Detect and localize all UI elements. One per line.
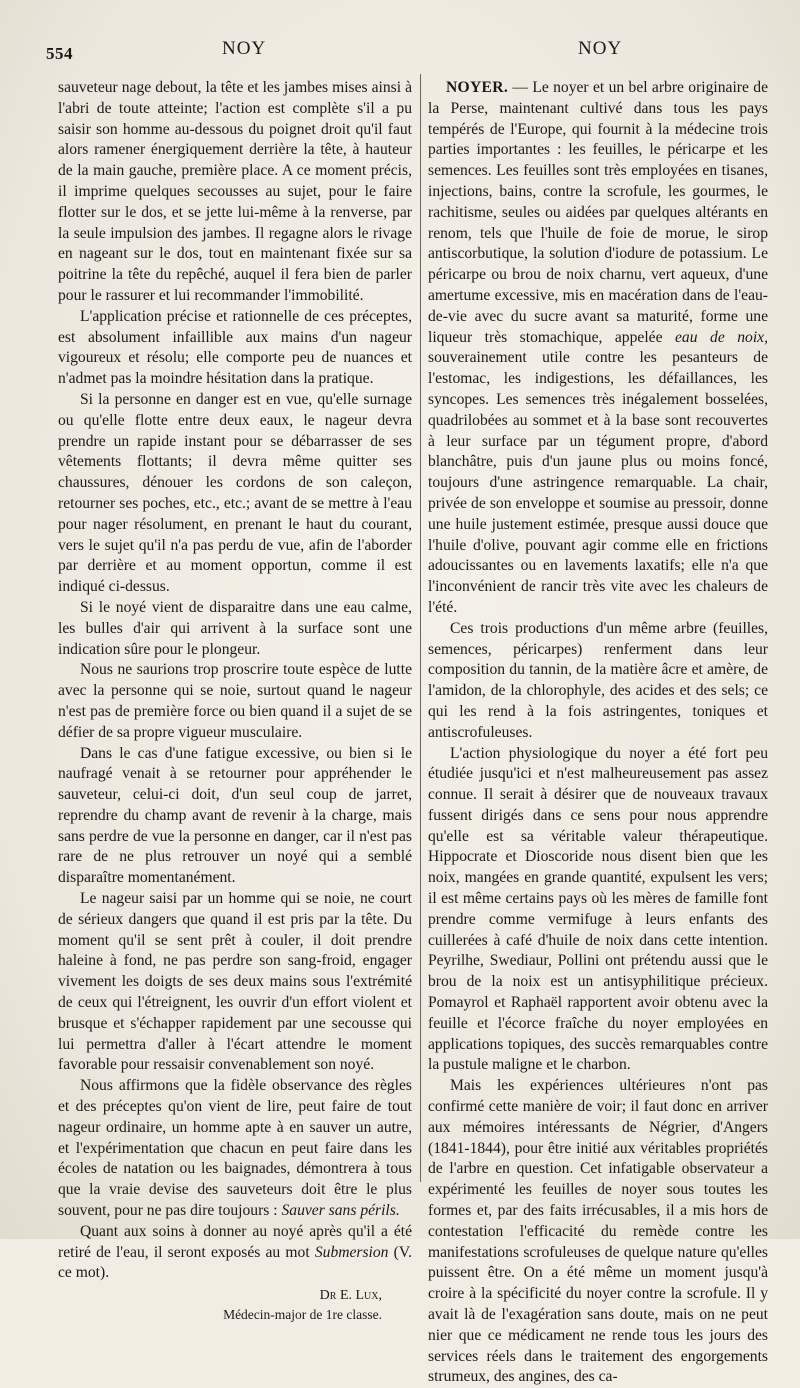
paragraph: Ces trois productions d'un même arbre (feuilles, semences, péricarpes) renferment dans leur composition du tannin, de la matière âcre et amère, de l'amidon, de la chlorophyle, des acides et des sels; ce qui les rend à la fois astringentes, toniques et antiscrofuleuses.	[428, 619, 768, 741]
paragraph-with-motto	[58, 1076, 412, 1222]
page-number: 554	[46, 44, 73, 63]
paragraph: Si la personne en danger est en vue, qu'elle surnage ou qu'elle flotte entre deux eaux, le nageur devra prendre un rapide instant pour se débarrasser de ses vêtements flottants; il devra même quitter ses chaussures, dénouer les cordons de son caleçon, retourner ses poches, etc., etc.; avant de se mettre à l'eau pour nager résolument, en prenant le haut du courant, vers le sujet qu'il n'a pas perdu de vue, afin de l'aborder par derrière et au moment opportun, comme il est indiqué ci-dessus.	[58, 390, 412, 596]
paragraph: Dans le cas d'une fatigue excessive, ou bien si le naufragé venait à se retourner pour appréhender le sauveteur, celui-ci doit, d'un seul coup de jarret, reprendre du champ avant de revenir à la charge, mais sans perdre de vue la personne en danger, car il n'est pas rare de ne plus retrouver un noyé qui a semblé disparaître momentanément.	[58, 744, 412, 887]
signature-title: Médecin-major de 1re classe.	[223, 1307, 382, 1323]
entry-headword: NOYER.	[446, 79, 509, 96]
entry-opening-paragraph	[428, 78, 768, 619]
paragraph-text: Nous affirmons que la fidèle observance des règles et des préceptes qu'on vient de lire, peut faire de tout nageur ordinaire, un homme apte à en sauver un autre, et l'expérimentation que chacun en peut faire dans les écoles de natation ou les baignades, démontrera à tous que la vraie devise des sauveteurs doit être le plus souvent, pour ne pas dire toujours :	[58, 1077, 412, 1220]
paragraph-text: — Le noyer et un bel arbre originaire de la Perse, maintenant cultivé dans tous les pays tempérés de l'Europe, qui fournit à la médecine trois parties importantes : les feuilles, le péricarpe et les semences. Les feuilles sont très employées en tisanes, injections, bains, contre la scrofule, les gourmes, le rachitisme, seules ou aidées par quelques altérants en renom, tels que l'huile de foie de morue, le sirop antiscorbutique, la solution d'iodure de potassium. Le péricarpe ou brou de noix charnu, vert aqueux, d'une amertume excessive, mis en macération dans de l'eau-de-vie avec du sucre avant sa maturité, forme une liqueur très stomachique, appelée	[428, 79, 768, 346]
paragraph: Mais les expériences ultérieures n'ont pas confirmé cette manière de voir; il faut donc en arriver aux mémoires intéressants de Négrier, d'Angers (1841-1844), pour être initié aux véritables propriétés de l'arbre en question. Cet infatigable observateur a expérimenté les feuilles de noyer sous toutes les formes et, par des faits irrécusables, il a mis hors de contestation l'efficacité du remède contre les manifestations scrofuleuses de quelque nature qu'elles puissent être. On a été même un moment jusqu'à croire à la spécificité du noyer contre la scrofule. Il y avait là de l'exagération sans doute, mais on ne peut nier que ce médicament ne rende tous les jours des services réels dans le traitement des engorgements strumeux, des angines, des ca-	[428, 1077, 768, 1386]
paragraph: Si le noyé vient de disparaitre dans une eau calme, les bulles d'air qui arrivent à la surface sont une indication sûre pour le plongeur.	[58, 598, 412, 658]
running-head-left: NOY	[222, 38, 267, 59]
signature-name: Dr E. Lux,	[319, 1288, 382, 1304]
paragraph-text: (V. ce mot).	[58, 1243, 413, 1282]
paragraph: sauveteur nage debout, la tête et les jambes mises ainsi à l'abri de toute atteinte; l'action est complète s'il a pu saisir son homme au-dessous du poignet droit qu'il faut alors ramener énergiquement derrière la tête, à hauteur de la main gauche, première place. A ce moment précis, il imprime quelques secousses au sujet, pour le faire flotter sur le dos, et se jette lui-même à la renverse, par la seule impulsion des jambes. Il regagne alors le rivage en nageant sur le dos, tout en maintenant fixée sur sa poitrine la tête du repêché, auquel il fera bien de parler pour le rassurer et lui recommander l'immobilité.	[58, 79, 412, 304]
paragraph: Le nageur saisi par un homme qui se noie, ne court de sérieux dangers que quand il est pris par la tête. Du moment qu'il se sent prêt à couler, il doit prendre haleine à fond, ne pas perdre son sang-froid, engager vivement les doigts de ses deux mains sous l'extrémité de ceux qui l'étreignent, les ouvrir d'un effort violent et brusque et s'échapper rapidement par une secousse qui lui permettra d'aller à l'écart attendre le moment favorable pour ressaisir convenablement son noyé.	[58, 890, 412, 1074]
closing-paragraph	[58, 1222, 412, 1284]
running-head-right: NOY	[578, 38, 623, 59]
paragraph-text: souverainement utile contre les pesanteurs de l'estomac, les indigestions, les défaillances, les syncopes. Les semences très inégalement bosselées, quadrilobées au sommet et à la base sont recouvertes à leur surface par un tégument propre, d'abord blanchâtre, puis d'un jaune plus ou moins foncé, toujours d'une astringence remarquable. La chair, privée de son enveloppe et soumise au pressoir, donne une huile justement estimée, presque aussi douce que l'huile d'olive, pouvant agir comme elle en frictions adoucissantes ou en lavements laxatifs; elle n'a que l'inconvénient de rancir très vite avec les chaleurs de l'été.	[428, 349, 768, 616]
right-column	[428, 78, 768, 1388]
paragraph-text: Quant aux soins à donner au noyé après qu'il a été retiré de l'eau, il seront exposés au mot	[58, 1222, 412, 1261]
author-signature	[58, 1286, 412, 1324]
cross-reference: Submersion	[314, 1243, 389, 1261]
column-divider	[420, 74, 421, 1182]
paragraph: Nous ne saurions trop proscrire toute espèce de lutte avec la personne qui se noie, surtout quand le nageur n'est pas de première force ou bien quand il a sujet de se défier de sa propre vigueur musculaire.	[58, 661, 412, 741]
paragraph: L'action physiologique du noyer a été fort peu étudiée jusqu'ici et n'est malheureusement pas assez connue. Il serait à désirer que de nouveaux travaux fussent dirigés dans ce sens pour nous apprendre qu'elle est sa véritable valeur thérapeutique. Hippocrate et Dioscoride nous disent bien que les noix, mangées en grande quantité, expulsent les vers; il est même certains pays où les mères de famille font prendre comme vermifuge à leurs enfants des cuillerées à café d'huile de noix dans cette intention. Peyrilhe, Swediaur, Pollini ont prétendu aussi que le brou de la noix est un antisyphilitique précieux. Pomayrol et Raphaël rapportent avoir obtenu avec la feuille et l'écorce fraîche du noyer employées en applications topiques, des succès remarquables contre la pustule maligne et le charbon.	[428, 744, 768, 1074]
left-column	[58, 78, 412, 1324]
term: eau de noix,	[675, 328, 768, 346]
motto: Sauver sans périls.	[281, 1202, 400, 1220]
paragraph: L'application précise et rationnelle de ces préceptes, est absolument infaillible aux mains d'un nageur vigoureux et résolu; elle comporte peu de nuances et n'admet pas la moindre hésitation dans la pratique.	[58, 307, 412, 388]
